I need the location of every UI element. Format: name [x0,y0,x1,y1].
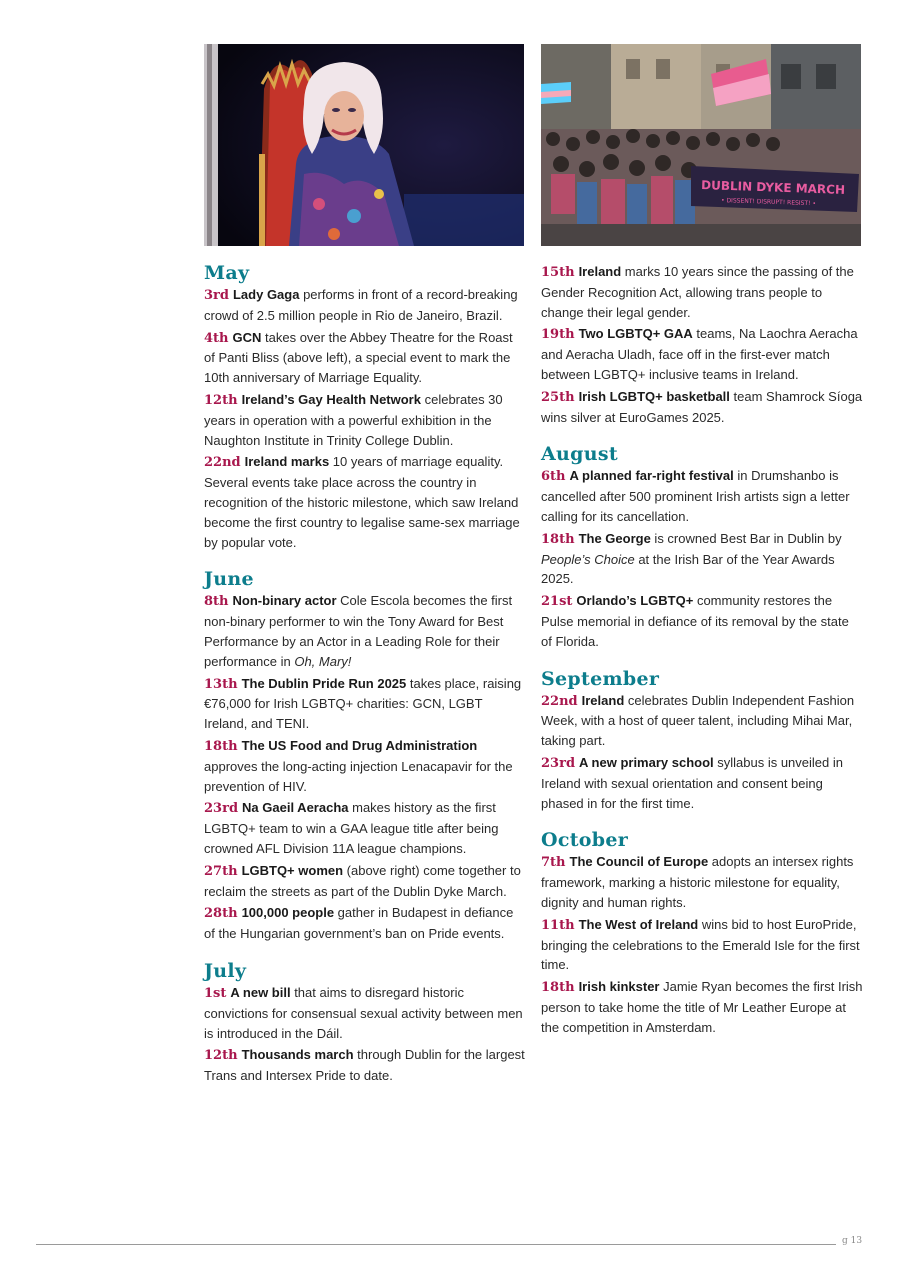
entry-date: 13th [204,676,238,692]
entry-date: 6th [541,469,566,485]
left-column [204,44,526,1088]
entry-subject: LGBTQ+ women [241,862,344,878]
entry-text: team Shamrock Síoga wins silver at EuroGames 2025. [541,388,863,425]
entry-subject: Ireland [578,264,622,279]
entry-text: in Drumshanbo is cancelled after 500 prominent Irish artists sign a letter calling for its cancellation. [541,468,850,524]
entry-text: that aims to disregard historic convictions for consensual sexual activity between men is introduced in the Dáil. [204,984,523,1041]
timeline-entry [204,591,526,671]
month-heading: September [541,667,660,690]
entry-subject: Na Gaeil Aeracha [242,800,349,816]
timeline-entry [204,983,526,1043]
photo-drag-queen-on-throne [204,44,524,246]
entry-italic-title: People’s Choice [541,551,635,567]
entry-date: 12th [204,1048,238,1064]
entry-subject: A planned far-right festival [569,468,734,484]
entry-text: community restores the Pulse memorial in defiance of its removal by the state of Florida. [541,593,849,649]
timeline-entry [204,798,526,858]
entry-date: 21st [541,594,573,610]
right-column [541,44,863,1040]
timeline-entry [204,390,526,450]
month-section [204,568,526,944]
month-section [541,262,863,427]
entry-date: 22nd [541,693,578,709]
entry-date: 25th [541,389,575,405]
footer-rule [36,1244,836,1245]
entry-text: 10 years of marriage equality. Several events take place across the country in recognition of the historic milestone, which saw Ireland become the first country to legalise same-sex marriage by popular vote. [204,454,520,550]
entry-date: 15th [541,265,575,280]
timeline-entry [541,591,863,651]
entry-italic-title: Oh, Mary! [294,653,352,669]
month-section [541,443,863,651]
entry-date: 22nd [204,455,241,471]
drag-queen-illustration [204,44,524,246]
entry-subject: Non-binary actor [232,593,337,609]
entry-date: 19th [541,327,575,343]
entry-subject: Irish LGBTQ+ basketball [578,388,730,404]
entry-text: through Dublin for the largest Trans and Intersex Pride to date. [204,1047,525,1084]
timeline-entry [541,753,863,813]
march-illustration [541,44,861,246]
entry-date: 1st [204,985,227,1001]
entry-date: 23rd [204,801,239,817]
entry-date: 18th [541,980,575,996]
entry-text: Cole Escola becomes the first non-binary performer to win the Tony Award for Best Performance by an Actor in a Leading Role for their performance in [204,593,513,669]
entry-subject: GCN [232,329,262,345]
entry-text: adopts an intersex rights framework, marking a historic milestone for equality, dignity and human rights. [541,854,854,910]
entry-date: 12th [204,392,238,408]
month-section [541,829,863,1037]
entry-subject: A new primary school [579,754,714,770]
timeline-entry [541,262,863,322]
entry-text: wins bid to host EuroPride, bringing the celebrations to the Emerald Isle for the first time. [541,916,860,973]
month-section [541,668,863,814]
month-heading: June [204,568,254,591]
entry-subject: A new bill [230,984,291,1000]
timeline-entry [204,285,526,326]
entry-date: 7th [541,855,566,871]
entry-subject: Ireland marks [244,454,330,470]
entry-subject: Ireland [581,692,625,708]
entry-subject: Irish kinkster [578,979,660,995]
entry-subject: Lady Gaga [232,287,300,302]
entry-text: takes place, raising €76,000 for Irish LGBTQ+ charities: GCN, LGBT Ireland, and TENI. [204,675,522,732]
entry-subject: Thousands march [241,1047,354,1063]
entry-subject: The Dublin Pride Run 2025 [241,675,407,691]
timeline-entry [204,452,526,552]
entry-text: teams, Na Laochra Aeracha and Aeracha Uladh, face off in the first-ever match between LGBTQ+ inclusive teams in Ireland. [541,326,858,382]
entry-text: syllabus is unveiled in Ireland with sexual orientation and consent being phased in for the first time. [541,754,843,811]
timeline-entry [541,852,863,912]
entry-text: celebrates Dublin Independent Fashion Week, with a host of queer talent, including Mihai Mar, taking part. [541,692,855,749]
entry-text: Jamie Ryan becomes the first Irish person to take home the title of Mr Leather Europe at the competition in Amsterdam. [541,979,863,1035]
entry-subject: The US Food and Drug Administration [241,737,478,753]
right-events [541,262,863,1038]
timeline-entry [541,324,863,384]
month-section [204,262,526,552]
entry-subject: The George [578,530,651,546]
entry-date: 3rd [204,288,229,303]
entry-date: 8th [204,594,229,610]
timeline-entry [541,387,863,428]
entry-text: gather in Budapest in defiance of the Hungarian government’s ban on Pride events. [204,905,514,942]
timeline-entry [541,466,863,526]
photo-dublin-dyke-march [541,44,861,246]
entry-text: makes history as the first LGBTQ+ team to win a GAA league title after being crowned AFL Division 11A league champions. [204,800,499,856]
entry-date: 28th [204,906,238,922]
entry-text: performs in front of a record-breaking crowd of 2.5 million people in Rio de Janeiro, Brazil. [204,287,518,323]
entry-subject: 100,000 people [241,905,335,921]
entry-date: 18th [541,531,575,547]
entry-text: approves the long-acting injection Lenacapavir for the prevention of HIV. [204,758,513,794]
month-heading: May [204,262,250,284]
timeline-entry [204,861,526,902]
month-heading: July [204,959,247,982]
entry-date: 4th [204,330,229,346]
left-events [204,262,526,1086]
entry-subject: Two LGBTQ+ GAA [578,326,693,342]
entry-text-after: at the Irish Bar of the Year Awards 2025. [541,551,835,587]
timeline-entry [541,529,863,589]
month-section [204,960,526,1086]
month-heading: August [541,443,618,466]
timeline-entry [541,691,863,751]
timeline-entry [541,977,863,1037]
timeline-entry [204,736,526,796]
entry-date: 18th [204,738,238,754]
timeline-entry [204,903,526,944]
entry-subject: Ireland’s Gay Health Network [241,391,421,407]
month-heading: October [541,829,629,852]
timeline-entry [204,328,526,388]
timeline-entry [204,1045,526,1086]
banner-subtitle: • DISSENT! DISRUPT! RESIST! • [720,197,817,208]
entry-date: 27th [204,863,238,879]
entry-text: celebrates 30 years in operation with a powerful exhibition in the Naughton Institute in Trinity College Dublin. [204,391,503,448]
timeline-entry [204,674,526,734]
banner-title: DUBLIN DYKE MARCH [700,178,846,198]
entry-subject: The West of Ireland [578,916,699,932]
entry-text: (above right) come together to reclaim the streets as part of the Dublin Dyke March. [204,862,521,899]
page-number: g 13 [842,1236,863,1246]
entry-date: 23rd [541,755,576,771]
entry-subject: The Council of Europe [569,854,709,870]
entry-text: marks 10 years since the passing of the Gender Recognition Act, allowing trans people to change their legal gender. [541,264,854,320]
entry-date: 11th [541,917,575,933]
entry-text: is crowned Best Bar in Dublin by [650,530,842,546]
entry-subject: Orlando’s LGBTQ+ [576,593,694,609]
entry-text: takes over the Abbey Theatre for the Roast of Panti Bliss (above left), a special event to mark the 10th anniversary of Marriage Equality. [204,329,513,386]
timeline-entry [541,915,863,975]
